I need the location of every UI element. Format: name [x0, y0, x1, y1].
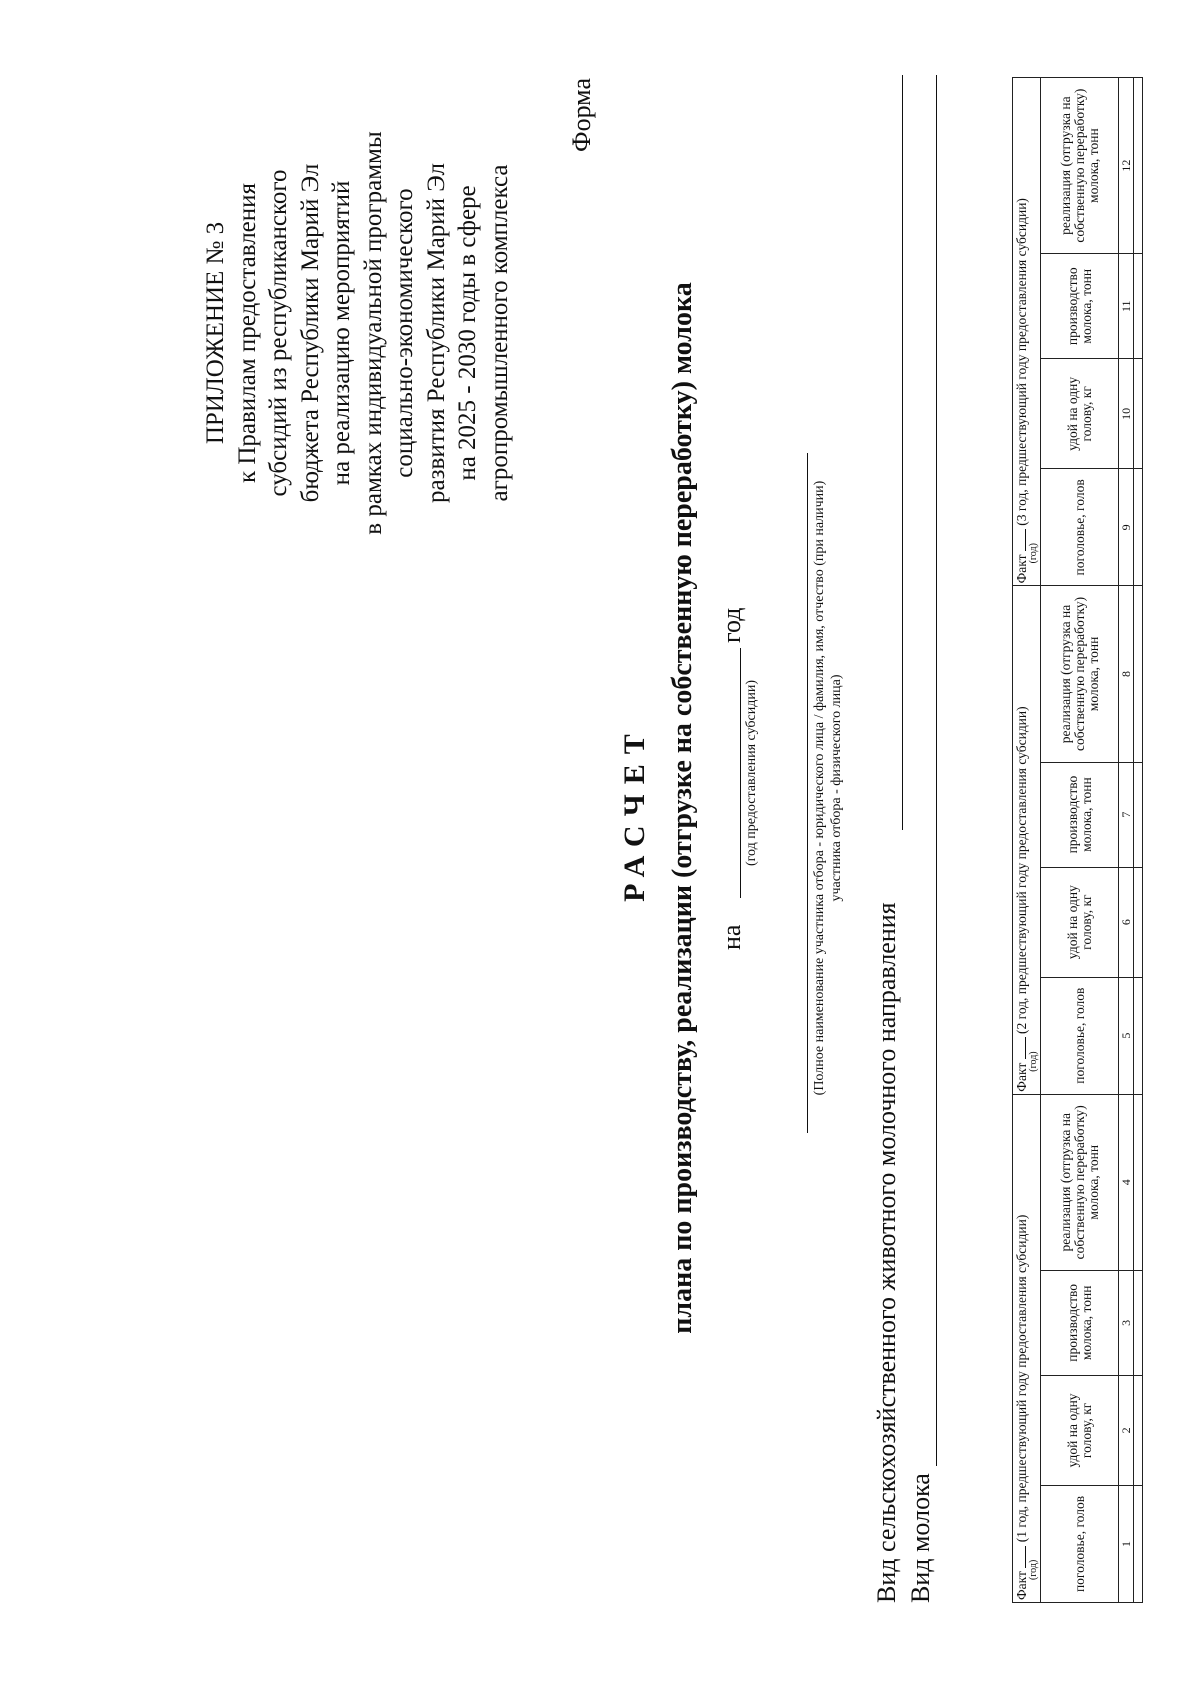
year-caption: (год) [1027, 543, 1039, 564]
appendix-line: развития Республики Марий Эл [422, 163, 450, 503]
appendix-line: субсидий из республиканского [265, 169, 292, 497]
data-table [1012, 77, 1143, 1603]
table-cell[interactable] [1134, 762, 1143, 867]
column-header: производство молока, тонн [1041, 762, 1119, 867]
appendix-line: на реализацию мероприятий [328, 180, 355, 486]
column-header: реализация (отгрузка на собственную переработку) молока, тонн [1041, 586, 1119, 762]
table-cell[interactable] [1134, 469, 1143, 586]
group-suffix: (3 год, предшествующий году предоставления субсидии) [1013, 198, 1029, 526]
column-header: удой на одну голову, кг [1041, 1375, 1119, 1485]
column-header: удой на одну голову, кг [1041, 867, 1119, 977]
column-number: 11 [1119, 254, 1134, 359]
appendix-line: на 2025 - 2030 годы в сфере [454, 185, 481, 481]
entity-caption-cont: участника отбора - физического лица) [829, 674, 844, 902]
column-number: 5 [1119, 977, 1134, 1094]
document-title: РАСЧЕТ [618, 724, 651, 902]
year-field[interactable] [1015, 1546, 1026, 1568]
column-header: производство молока, тонн [1041, 254, 1119, 359]
group-header-1 [1013, 1094, 1041, 1602]
appendix-line: ПРИЛОЖЕНИЕ № 3 [202, 221, 229, 445]
table-cell[interactable] [1134, 78, 1143, 254]
appendix-line: агропромышленного комплекса [485, 164, 513, 502]
table-cell[interactable] [1134, 1094, 1143, 1270]
animal-type-label: Вид сельскохозяйственного животного молочного направления [872, 902, 901, 1603]
year-field[interactable] [1015, 529, 1026, 551]
group-prefix: Факт [1013, 1062, 1029, 1092]
period-prefix: на [717, 924, 746, 950]
milk-type-field[interactable] [936, 75, 937, 1466]
column-number: 10 [1119, 359, 1134, 469]
milk-type-label: Вид молока [906, 1473, 935, 1603]
table-cell[interactable] [1134, 1375, 1143, 1485]
appendix-line: социально-экономического [391, 188, 418, 478]
group-prefix: Факт [1013, 1571, 1029, 1600]
column-number: 3 [1119, 1270, 1134, 1375]
appendix-line: в рамках индивидуальной программы [359, 131, 387, 535]
column-header: поголовье, голов [1041, 977, 1119, 1094]
group-suffix: (1 год, предшествующий году предоставления субсидии) [1013, 1214, 1029, 1543]
column-header: удой на одну голову, кг [1041, 359, 1119, 469]
period-caption: (год предоставления субсидии) [744, 680, 759, 866]
period-suffix: год [717, 607, 746, 643]
appendix-block [200, 93, 515, 573]
table-cell[interactable] [1134, 359, 1143, 469]
column-number: 7 [1119, 762, 1134, 867]
table-cell[interactable] [1134, 1485, 1143, 1602]
entity-caption: (Полное наименование участника отбора - юридического лица / фамилия, имя, отчество (при наличии) [812, 480, 827, 1096]
period-year-field[interactable] [740, 648, 741, 898]
table-cell[interactable] [1134, 586, 1143, 762]
table-cell[interactable] [1134, 254, 1143, 359]
column-number: 9 [1119, 469, 1134, 586]
group-header-2 [1013, 586, 1041, 1094]
column-number: 4 [1119, 1094, 1134, 1270]
column-header: поголовье, голов [1041, 1485, 1119, 1602]
table-cell[interactable] [1134, 1270, 1143, 1375]
column-header: производство молока, тонн [1041, 1270, 1119, 1375]
column-number: 2 [1119, 1375, 1134, 1485]
year-caption: (год) [1027, 1051, 1039, 1072]
appendix-line: бюджета Республики Марий Эл [296, 163, 324, 503]
document-subtitle: плана по производству, реализации (отгрузке на собственную переработку) молока [667, 282, 698, 1334]
column-number: 1 [1119, 1485, 1134, 1602]
column-number: 8 [1119, 586, 1134, 762]
table-cell[interactable] [1134, 977, 1143, 1094]
entity-name-field[interactable] [807, 453, 808, 1133]
column-header: реализация (отгрузка на собственную переработку) молока, тонн [1041, 78, 1119, 254]
group-prefix: Факт [1013, 554, 1029, 584]
form-label: Форма [567, 78, 596, 152]
year-field[interactable] [1015, 1037, 1026, 1059]
animal-type-field[interactable] [902, 75, 903, 830]
column-header: реализация (отгрузка на собственную переработку) молока, тонн [1041, 1094, 1119, 1270]
group-header-3 [1013, 78, 1041, 586]
column-header: поголовье, голов [1041, 469, 1119, 586]
column-number: 6 [1119, 867, 1134, 977]
group-suffix: (2 год, предшествующий году предоставления субсидии) [1013, 706, 1029, 1034]
year-caption: (год) [1027, 1559, 1039, 1580]
table-cell[interactable] [1134, 867, 1143, 977]
appendix-line: к Правилам предоставления [233, 182, 261, 484]
column-number: 12 [1119, 78, 1134, 254]
